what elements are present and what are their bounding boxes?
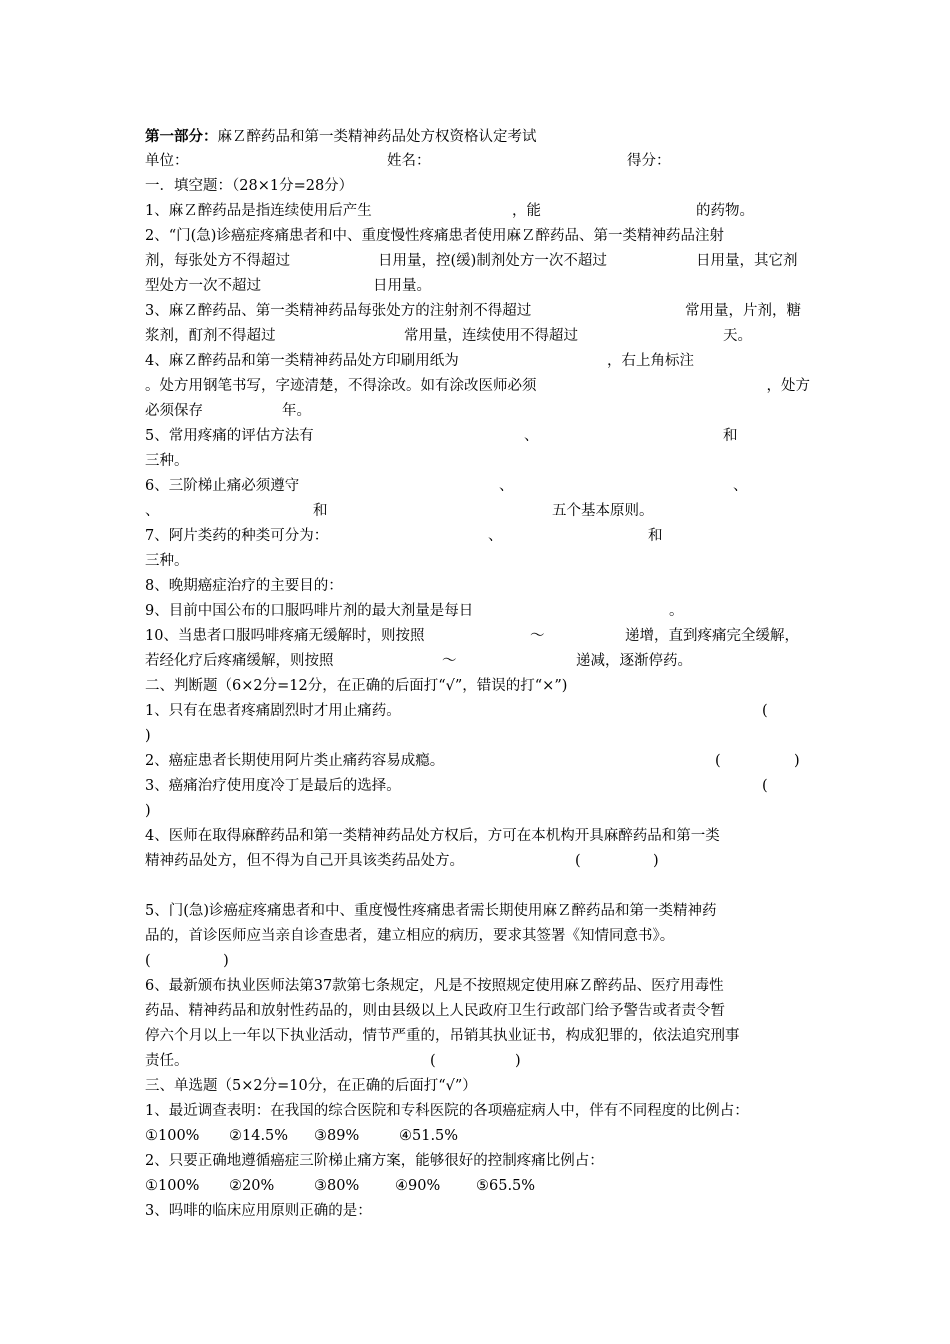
s1-q6-line1: 6、三阶梯止痛必须遵守 、 、: [145, 478, 748, 494]
s1-q4-line1: 4、麻Ｚ醉药品和第一类精神药品处方印刷用纸为 ，右上角标注: [145, 353, 694, 369]
option[interactable]: ⑤65.5%: [476, 1178, 536, 1194]
s2-q3-close: ): [145, 803, 151, 819]
s3-q1-text: 1、最近调查表明：在我国的综合医院和专科医院的各项癌症病人中，伴有不同程度的比例占：: [145, 1103, 749, 1119]
answer-paren-open: (: [715, 753, 721, 769]
section2-heading: 二、判断题（6×2分=12分，在正确的后面打“√”，错误的打“×”): [145, 678, 568, 694]
answer-paren-close: ): [653, 853, 659, 869]
answer-paren-open: (: [575, 853, 581, 869]
s2-q4-line1: 4、医师在取得麻醉药品和第一类精神药品处方权后，方可在本机构开具麻醉药品和第一类: [145, 828, 720, 844]
s2-q3: 3、癌痛治疗使用度冷丁是最后的选择。 (: [145, 774, 810, 799]
s1-q10-line1: 10、当患者口服吗啡疼痛无缓解时，则按照 ～ 递增，直到疼痛完全缓解，: [145, 628, 799, 644]
s2-q6-line1: 6、最新颁布执业医师法第37款第七条规定，凡是不按照规定使用麻Ｚ醉药品、医疗用毒性: [145, 978, 724, 994]
option[interactable]: ②14.5%: [229, 1128, 289, 1144]
option[interactable]: ④90%: [395, 1178, 441, 1194]
option[interactable]: ③80%: [314, 1178, 360, 1194]
answer-paren-open: (: [762, 778, 768, 794]
s2-q6-line4: 责任。 ( ): [145, 1049, 810, 1074]
s1-q2-line2: 剂，每张处方不得超过 日用量，控(缓)制剂处方一次不超过 日用量，其它剂: [145, 253, 798, 269]
s2-q1-close: ): [145, 728, 151, 744]
option[interactable]: ①100%: [145, 1178, 200, 1194]
s2-q6-line3: 停六个月以上一年以下执业活动，情节严重的，吊销其执业证书，构成犯罪的，依法追究刑事: [145, 1028, 740, 1044]
exam-title: [145, 124, 810, 149]
s2-q6-line2: 药品、精神药品和放射性药品的，则由县级以上人民政府卫生行政部门给予警告或者责令暂: [145, 1003, 725, 1019]
s2-q2: 2、癌症患者长期使用阿片类止痛药容易成瘾。 ( ): [145, 749, 810, 774]
s3-q1-options: [145, 1124, 810, 1149]
option[interactable]: ②20%: [229, 1178, 275, 1194]
s2-q5-line2: 品的，首诊医师应当亲自诊查患者，建立相应的病历，要求其签署《知情同意书》。: [145, 928, 675, 944]
s1-q5-line2: 三种。: [145, 453, 189, 469]
s2-q5-answer: ( ): [145, 953, 229, 969]
option[interactable]: ③89%: [314, 1128, 360, 1144]
title-text: 麻Ｚ醉药品和第一类精神药品处方权资格认定考试: [217, 129, 537, 145]
unit-label: 单位：: [145, 153, 189, 169]
s3-q2-text: 2、只要正确地遵循癌症三阶梯止痛方案，能够很好的控制疼痛比例占：: [145, 1153, 604, 1169]
section1-heading: 一．填空题：（28×1分=28分）: [145, 178, 354, 194]
s1-q10-line2: 若经化疗后疼痛缓解，则按照 ～ 递减，逐渐停药。: [145, 653, 692, 669]
answer-paren-close: ): [794, 753, 800, 769]
answer-paren-close: ): [515, 1053, 521, 1069]
s2-q5-line1: 5、门(急)诊癌症疼痛患者和中、重度慢性疼痛患者需长期使用麻Ｚ醉药品和第一类精神药: [145, 903, 717, 919]
s1-q3-line2: 浆剂，酊剂不得超过 常用量，连续使用不得超过 天。: [145, 328, 752, 344]
s1-q4-line3: 必须保存 年。: [145, 403, 311, 419]
s1-q1: 1、麻Ｚ醉药品是指连续使用后产生 ，能 的药物。: [145, 203, 754, 219]
title-bold: 第一部分：: [145, 128, 218, 145]
s1-q2-line3: 型处方一次不超过 日用量。: [145, 278, 431, 294]
score-label: 得分：: [627, 153, 671, 169]
s1-q4-line2: 。处方用钢笔书写，字迹清楚，不得涂改。如有涂改医师必须 ，处方: [145, 378, 810, 394]
s1-q7-line1: 7、阿片类药的种类可分为： 、 和: [145, 528, 663, 544]
option[interactable]: ④51.5%: [399, 1128, 459, 1144]
s3-q3-text: 3、吗啡的临床应用原则正确的是：: [145, 1203, 372, 1219]
option[interactable]: ①100%: [145, 1128, 200, 1144]
s2-q4-line2: 精神药品处方，但不得为自己开具该类药品处方。 ( ): [145, 849, 810, 874]
s1-q7-line2: 三种。: [145, 553, 189, 569]
s1-q2-line1: 2、“门(急)诊癌症疼痛患者和中、重度慢性疼痛患者使用麻Ｚ醉药品、第一类精神药品注射: [145, 228, 724, 244]
s3-q2-options: [145, 1174, 810, 1199]
s1-q6-line2: 、 和 五个基本原则。: [145, 503, 654, 519]
s1-q3-line1: 3、麻Ｚ醉药品、第一类精神药品每张处方的注射剂不得超过 常用量，片剂，糖: [145, 303, 801, 319]
s1-q5-line1: 5、常用疼痛的评估方法有 、 和: [145, 428, 738, 444]
s1-q9: 9、目前中国公布的口服吗啡片剂的最大剂量是每日 。: [145, 603, 684, 619]
answer-paren-open: (: [430, 1053, 436, 1069]
exam-header: [145, 149, 810, 174]
name-label: 姓名：: [387, 153, 431, 169]
s1-q8: 8、晚期癌症治疗的主要目的：: [145, 578, 343, 594]
answer-paren-open: (: [762, 703, 768, 719]
s2-q1: 1、只有在患者疼痛剧烈时才用止痛药。 (: [145, 699, 810, 724]
section3-heading: 三、单选题（5×2分=10分，在正确的后面打“√”）: [145, 1078, 477, 1094]
